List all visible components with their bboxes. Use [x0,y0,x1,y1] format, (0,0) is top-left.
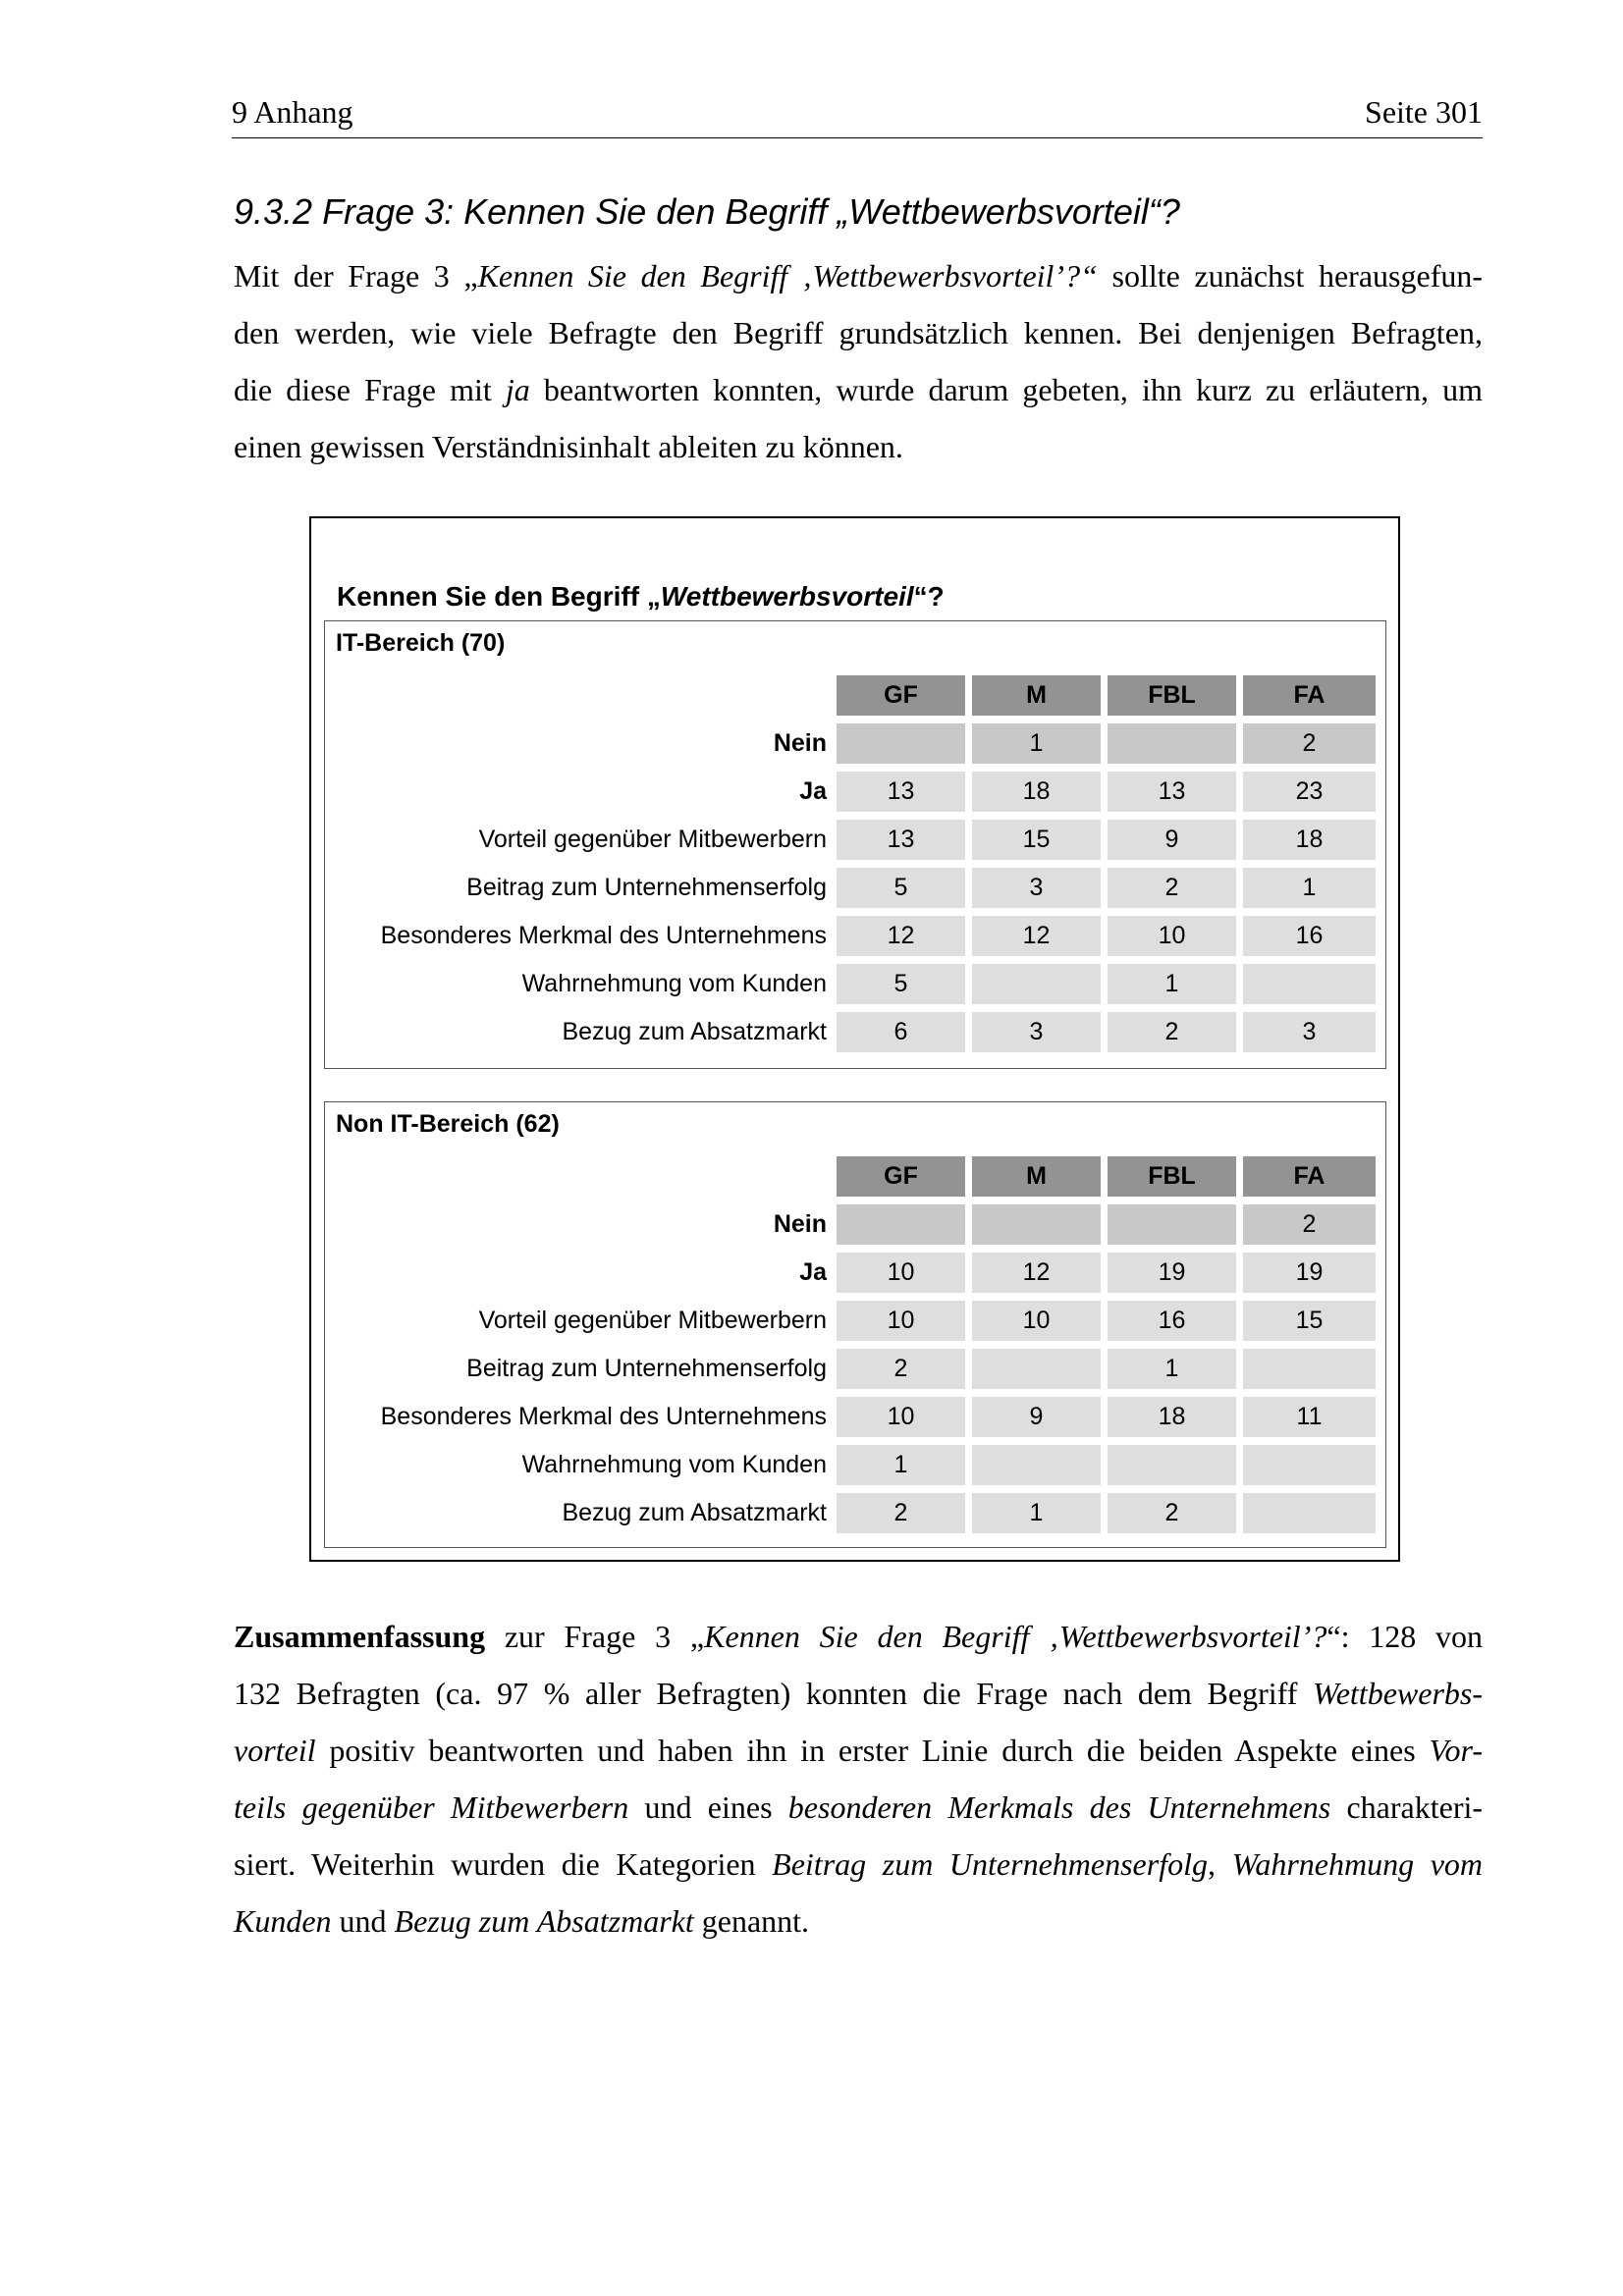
table-cell: 16 [1108,1301,1236,1341]
table-row [332,1301,1376,1341]
table-cell: 1 [1108,1349,1236,1389]
table-cell: 9 [972,1397,1101,1437]
table-cell: 1 [1243,868,1376,908]
table-cell: 3 [1243,1012,1376,1052]
row-label: Bezug zum Absatzmarkt [562,1018,827,1045]
column-header: GF [837,675,965,716]
column-header: FBL [1108,675,1236,716]
table-cell: 12 [972,1253,1101,1293]
table-cell: 2 [1108,1012,1236,1052]
table-cell: 10 [837,1301,965,1341]
table-cell: 15 [972,820,1101,860]
row-label: Nein [773,729,827,757]
summary-line-6: Kunden und Bezug zum Absatzmarkt genannt. [234,1903,810,1939]
table-cell: 2 [837,1493,965,1533]
row-label: Bezug zum Absatzmarkt [562,1499,827,1526]
header-row [332,675,1376,716]
table-cell [972,964,1101,1004]
table-cell: 6 [837,1012,965,1052]
table-cell: 18 [1108,1397,1236,1437]
table-cell: 18 [972,772,1101,812]
table-row [332,1397,1376,1437]
row-label: Ja [799,1258,827,1286]
table-cell: 10 [1108,916,1236,956]
intro-line-1: Mit der Frage 3 „Kennen Sie den Begriff ‚Wettbewerbsvorteil’?“ sollte zunächst herausgefun- [234,258,1484,294]
summary-paragraph [234,1608,1483,1949]
row-label: Nein [773,1210,827,1238]
table-row [332,964,1376,1004]
page-header [232,94,1483,138]
intro-paragraph [234,247,1483,475]
header-chapter: 9 Anhang [232,94,353,130]
table-cell [837,723,965,764]
column-header: FBL [1108,1156,1236,1197]
table-row [332,1204,1376,1245]
table-row [332,723,1376,764]
table-cell: 2 [1243,723,1376,764]
table-row [332,868,1376,908]
table-cell [1108,723,1236,764]
table-cell [837,1204,965,1245]
table-cell: 2 [1108,868,1236,908]
table-cell [972,1445,1101,1485]
table-cell: 5 [837,964,965,1004]
survey-figure [309,516,1400,1562]
header-page-number: Seite 301 [1365,94,1483,130]
non-it-panel-label: Non IT-Bereich (62) [336,1110,560,1138]
table-row [332,1012,1376,1052]
column-header: GF [837,1156,965,1197]
table-cell: 13 [1108,772,1236,812]
table-cell: 1 [837,1445,965,1485]
summary-line-5: siert. Weiterhin wurden die Kategorien Beitrag zum Unternehmenserfolg, Wahrnehmung vom [234,1846,1483,1882]
row-label: Ja [799,777,827,805]
table-cell [1243,1493,1376,1533]
table-cell: 13 [837,820,965,860]
row-label: Vorteil gegenüber Mitbewerbern [478,826,827,853]
table-cell [1108,1445,1236,1485]
table-row [332,1253,1376,1293]
table-cell: 3 [972,1012,1101,1052]
row-label: Vorteil gegenüber Mitbewerbern [478,1307,827,1334]
table-row [332,1445,1376,1485]
non-it-table [325,1148,1382,1541]
table-row [332,1349,1376,1389]
table-cell: 10 [837,1253,965,1293]
it-panel [324,620,1386,1069]
table-cell: 18 [1243,820,1376,860]
intro-line-2: den werden, wie viele Befragte den Begriff grundsätzlich kennen. Bei denjenigen Befragten, [234,315,1483,350]
column-header: M [972,675,1101,716]
figure-title: Kennen Sie den Begriff „Wettbewerbsvorteil“? [337,581,945,612]
table-cell: 2 [837,1349,965,1389]
it-panel-label: IT-Bereich (70) [336,629,506,657]
table-cell [1243,1349,1376,1389]
table-cell [972,1204,1101,1245]
summary-line-4: teils gegenüber Mitbewerbern und eines besonderen Merkmals des Unternehmens charakteri- [234,1789,1484,1825]
intro-line-3: die diese Frage mit ja beantworten konnten, wurde darum gebeten, ihn kurz zu erläutern, um [234,372,1484,407]
table-cell: 1 [972,1493,1101,1533]
table-cell [1243,964,1376,1004]
table-cell: 19 [1243,1253,1376,1293]
table-cell: 9 [1108,820,1236,860]
table-row [332,820,1376,860]
table-cell: 11 [1243,1397,1376,1437]
row-label: Besonderes Merkmal des Unternehmens [380,922,827,949]
table-cell: 1 [972,723,1101,764]
table-row [332,1493,1376,1533]
row-label: Beitrag zum Unternehmenserfolg [466,1355,827,1382]
non-it-panel [324,1101,1386,1548]
column-header: M [972,1156,1101,1197]
table-cell [1108,1204,1236,1245]
row-label: Wahrnehmung vom Kunden [521,1451,827,1478]
table-cell: 3 [972,868,1101,908]
table-cell: 10 [972,1301,1101,1341]
table-cell: 2 [1108,1493,1236,1533]
table-cell: 15 [1243,1301,1376,1341]
table-cell: 5 [837,868,965,908]
table-cell: 23 [1243,772,1376,812]
table-cell: 12 [972,916,1101,956]
table-cell [972,1349,1101,1389]
table-cell: 2 [1243,1204,1376,1245]
table-row [332,916,1376,956]
table-cell [1243,1445,1376,1485]
summary-line-3: vorteil positiv beantworten und haben ihn in erster Linie durch die beiden Aspekte eines Vor- [234,1733,1483,1768]
row-label: Besonderes Merkmal des Unternehmens [380,1403,827,1430]
row-label: Beitrag zum Unternehmenserfolg [466,874,827,901]
summary-line-2: 132 Befragten (ca. 97 % aller Befragten) konnten die Frage nach dem Begriff Wettbewerbs- [234,1676,1483,1711]
it-table [325,667,1382,1060]
table-cell: 12 [837,916,965,956]
column-header: FA [1243,675,1376,716]
column-header: FA [1243,1156,1376,1197]
section-title: 9.3.2 Frage 3: Kennen Sie den Begriff „Wettbewerbsvorteil“? [234,191,1180,232]
table-row [332,772,1376,812]
intro-line-4: einen gewissen Verständnisinhalt ableiten zu können. [234,429,903,464]
table-cell: 19 [1108,1253,1236,1293]
table-cell: 1 [1108,964,1236,1004]
row-label: Wahrnehmung vom Kunden [521,970,827,997]
table-cell: 16 [1243,916,1376,956]
header-row [332,1156,1376,1197]
table-cell: 10 [837,1397,965,1437]
summary-line-1: Zusammenfassung zur Frage 3 „Kennen Sie den Begriff ‚Wettbewerbsvorteil’?“: 128 von [234,1619,1484,1654]
table-cell: 13 [837,772,965,812]
